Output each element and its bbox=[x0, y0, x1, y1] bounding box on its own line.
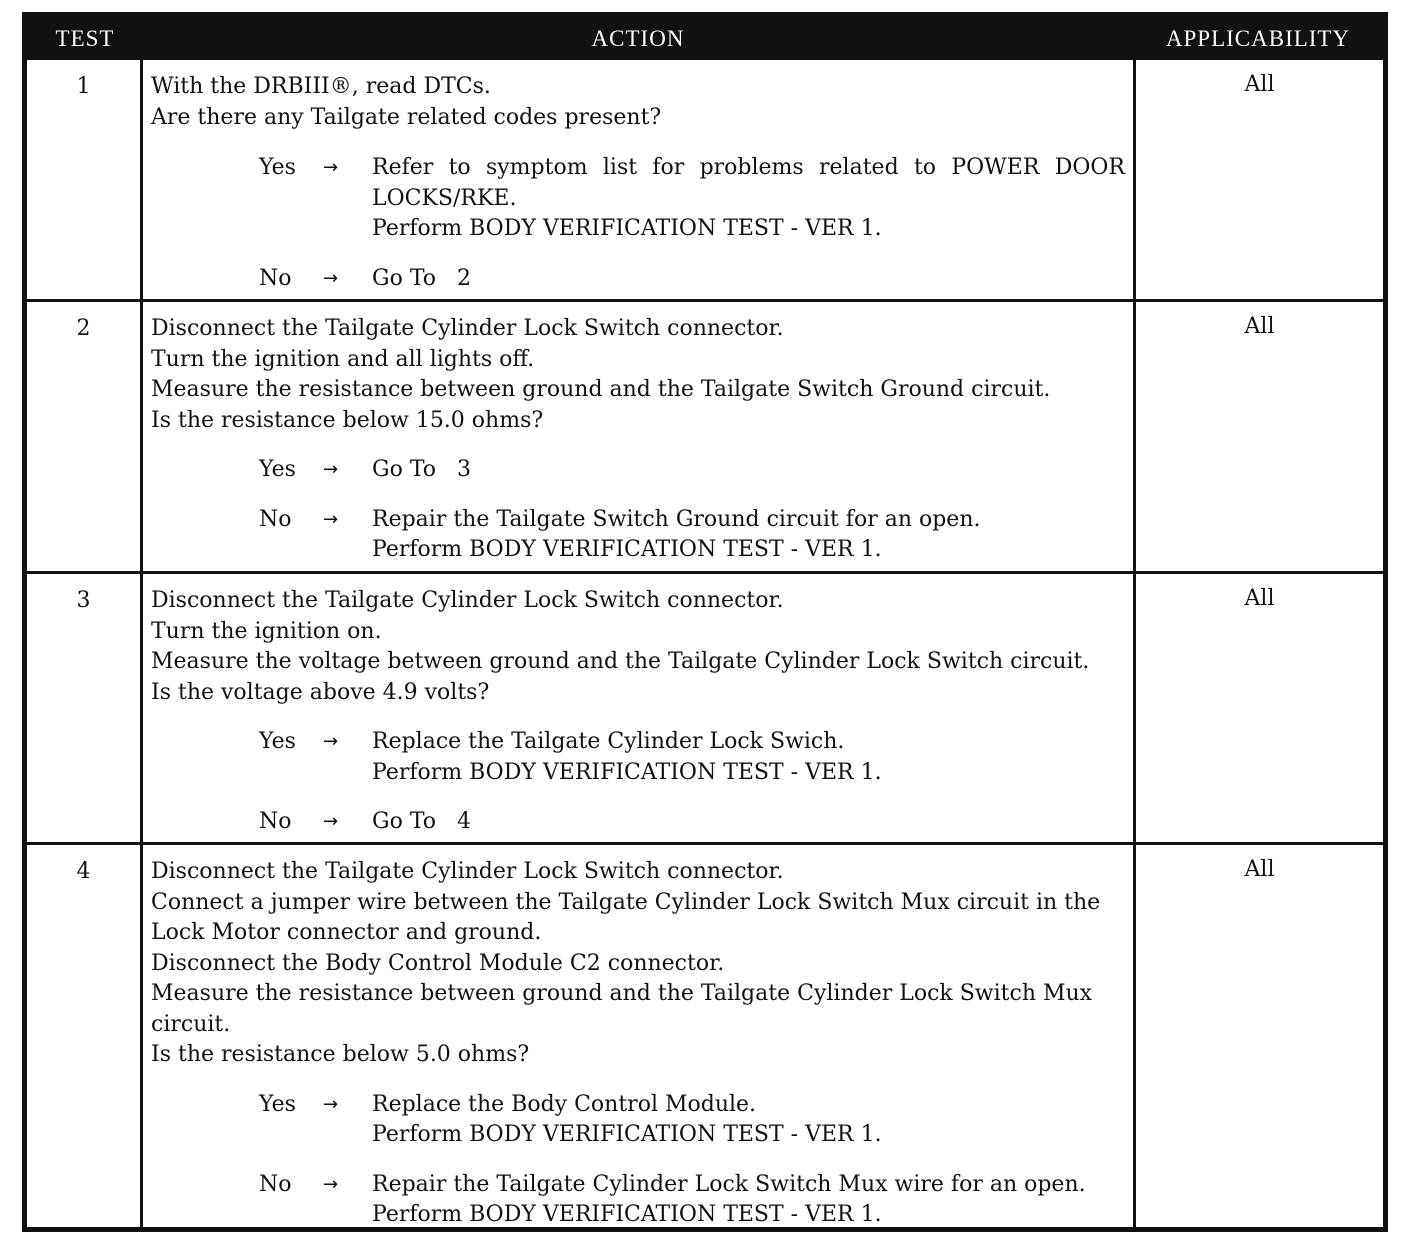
step-text: Is the resistance below 5.0 ohms? bbox=[151, 1042, 530, 1067]
no-label: No bbox=[259, 265, 292, 291]
step-text: Measure the resistance between ground and the Tailgate Cylinder Lock Switch Mux bbox=[151, 981, 1093, 1006]
right-arrow-icon: → bbox=[323, 267, 339, 289]
yes-label: Yes bbox=[259, 729, 296, 754]
yes-label: Yes bbox=[259, 1091, 296, 1117]
action-cell bbox=[151, 314, 1125, 566]
header-test: TEST bbox=[55, 26, 115, 51]
result-text: Go To 3 bbox=[372, 457, 471, 482]
right-arrow-icon: → bbox=[323, 811, 339, 832]
yes-branch bbox=[151, 455, 1125, 486]
test-number: 4 bbox=[27, 845, 143, 1227]
applicability-value: All bbox=[1133, 574, 1383, 842]
step-text: With the DRBIII®, read DTCs. bbox=[151, 74, 491, 99]
test-row-4 bbox=[27, 845, 1383, 1227]
step-text: Disconnect the Tailgate Cylinder Lock Switch connector. bbox=[151, 588, 784, 613]
result-text: LOCKS/RKE. bbox=[372, 185, 517, 211]
step-text: Connect a jumper wire between the Tailgate Cylinder Lock Switch Mux circuit in the bbox=[151, 889, 1101, 915]
result-text: Go To 2 bbox=[372, 265, 471, 291]
step-text: Lock Motor connector and ground. bbox=[151, 920, 542, 945]
result-text: Go To 4 bbox=[372, 809, 471, 834]
step-text: Is the voltage above 4.9 volts? bbox=[151, 679, 490, 705]
right-arrow-icon: → bbox=[323, 1173, 339, 1195]
action-cell bbox=[151, 72, 1125, 294]
right-arrow-icon: → bbox=[323, 731, 339, 752]
result-text: Perform BODY VERIFICATION TEST - VER 1. bbox=[372, 216, 882, 241]
result-text: Replace the Tailgate Cylinder Lock Swich. bbox=[372, 729, 845, 754]
applicability-value: All bbox=[1133, 845, 1383, 1227]
result-text: Repair the Tailgate Switch Ground circuit for an open. bbox=[372, 506, 981, 532]
no-branch bbox=[151, 264, 1125, 295]
test-number: 3 bbox=[27, 574, 143, 842]
yes-result bbox=[372, 727, 1125, 788]
test-number: 1 bbox=[27, 60, 143, 299]
step-text: Is the resistance below 15.0 ohms? bbox=[151, 407, 544, 433]
header-applicability: APPLICABILITY bbox=[1165, 26, 1351, 51]
test-row-3 bbox=[27, 574, 1383, 845]
step-text: Turn the ignition and all lights off. bbox=[151, 346, 535, 372]
diagnostic-test-table bbox=[22, 12, 1388, 1232]
step-text: Disconnect the Tailgate Cylinder Lock Switch connector. bbox=[151, 859, 784, 884]
result-text: Repair the Tailgate Cylinder Lock Switch Mux wire for an open. bbox=[372, 1171, 1086, 1197]
applicability-value: All bbox=[1133, 60, 1383, 299]
right-arrow-icon: → bbox=[323, 508, 339, 530]
table-header bbox=[27, 17, 1383, 60]
test-row-2 bbox=[27, 302, 1383, 574]
result-text: Perform BODY VERIFICATION TEST - VER 1. bbox=[372, 1122, 882, 1147]
right-arrow-icon: → bbox=[323, 1093, 339, 1115]
step-text: Turn the ignition on. bbox=[151, 618, 382, 644]
yes-label: Yes bbox=[259, 457, 296, 482]
no-result bbox=[372, 1170, 1125, 1231]
applicability-value: All bbox=[1133, 302, 1383, 571]
no-result bbox=[372, 807, 1125, 838]
right-arrow-icon: → bbox=[323, 459, 339, 480]
yes-result bbox=[372, 1090, 1125, 1151]
no-result bbox=[372, 505, 1125, 566]
result-text: Replace the Body Control Module. bbox=[372, 1091, 757, 1117]
no-result bbox=[372, 264, 1125, 295]
yes-result bbox=[372, 455, 1125, 486]
result-text: Perform BODY VERIFICATION TEST - VER 1. bbox=[372, 537, 882, 562]
step-text: Disconnect the Body Control Module C2 connector. bbox=[151, 950, 725, 976]
no-branch bbox=[151, 505, 1125, 566]
no-label: No bbox=[259, 506, 292, 532]
result-text: Refer to symptom list for problems related to POWER DOOR bbox=[372, 155, 1125, 180]
test-number: 2 bbox=[27, 302, 143, 571]
step-text: Are there any Tailgate related codes present? bbox=[151, 104, 662, 130]
yes-branch bbox=[151, 153, 1125, 245]
no-label: No bbox=[259, 809, 292, 834]
yes-result bbox=[372, 153, 1125, 245]
step-text: Measure the voltage between ground and the Tailgate Cylinder Lock Switch circuit. bbox=[151, 649, 1090, 674]
yes-label: Yes bbox=[259, 155, 296, 180]
step-text: Measure the resistance between ground and the Tailgate Switch Ground circuit. bbox=[151, 377, 1051, 402]
step-text: circuit. bbox=[151, 1011, 231, 1037]
action-cell bbox=[151, 586, 1125, 838]
no-branch bbox=[151, 1170, 1125, 1231]
no-branch bbox=[151, 807, 1125, 838]
test-row-1 bbox=[27, 60, 1383, 302]
yes-branch bbox=[151, 1090, 1125, 1151]
action-cell bbox=[151, 857, 1125, 1231]
result-text: Perform BODY VERIFICATION TEST - VER 1. bbox=[372, 1202, 882, 1227]
right-arrow-icon: → bbox=[323, 157, 339, 178]
result-text: Perform BODY VERIFICATION TEST - VER 1. bbox=[372, 759, 882, 785]
no-label: No bbox=[259, 1171, 292, 1197]
yes-branch bbox=[151, 727, 1125, 788]
header-action: ACTION bbox=[591, 26, 685, 51]
step-text: Disconnect the Tailgate Cylinder Lock Switch connector. bbox=[151, 316, 784, 341]
